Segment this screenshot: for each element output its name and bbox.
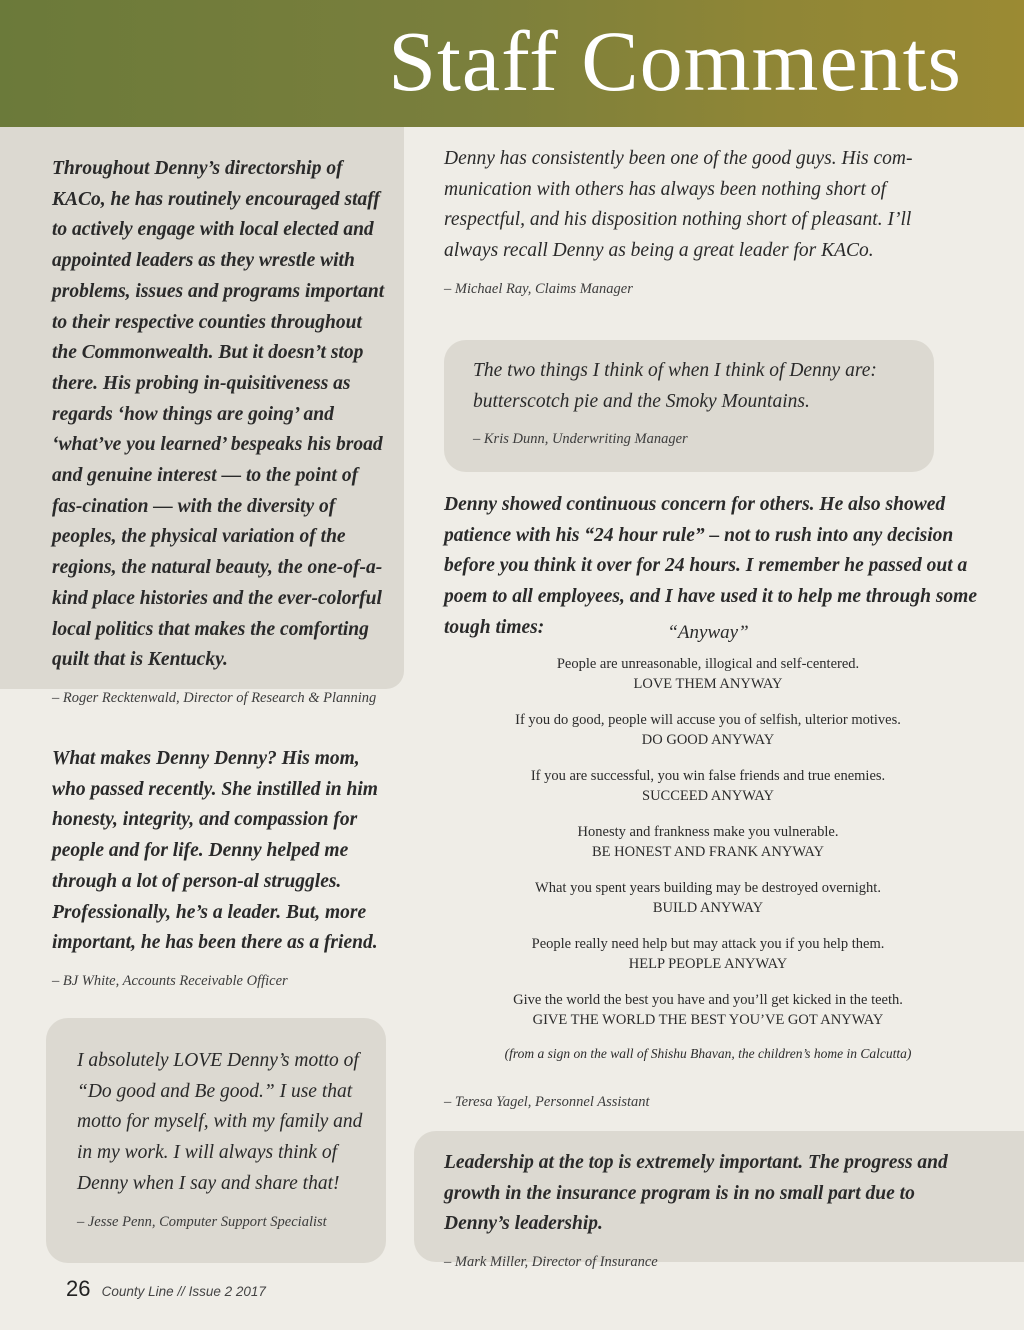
poem-line: If you do good, people will accuse you of selfish, ulterior motives.: [515, 712, 901, 728]
quote-block-penn: [77, 1046, 373, 1231]
poem-source: (from a sign on the wall of Shishu Bhavan, the children’s home in Calcutta): [504, 1046, 912, 1061]
poem-refrain: LOVE THEM ANYWAY: [633, 676, 783, 692]
poem-line: Give the world the best you have and you’ll get kicked in the teeth.: [513, 992, 903, 1008]
quote-block-white: [52, 744, 397, 990]
poem-line: Honesty and frankness make you vulnerable.: [577, 824, 839, 840]
quote-attribution: – Mark Miller, Director of Insurance: [444, 1254, 658, 1271]
quote-text: I absolutely LOVE Denny’s motto of “Do good and Be good.” I use that motto for myself, with my family and in my work. I will always think of Denny when I say and share that!: [77, 1050, 363, 1194]
quote-attribution: – Michael Ray, Claims Manager: [444, 280, 633, 297]
quote-text: The two things I think of when I think of Denny are: butterscotch pie and the Smoky Mountains.: [473, 360, 877, 412]
poem-stanza: [440, 878, 976, 918]
quote-attribution: – Kris Dunn, Underwriting Manager: [473, 431, 688, 448]
quote-text: Leadership at the top is extremely important. The progress and growth in the insurance program is in no small part due to Denny’s leadership.: [444, 1152, 948, 1235]
poem-refrain: BUILD ANYWAY: [652, 900, 764, 916]
poem-stanza: [440, 766, 976, 806]
page-header-banner: [0, 0, 1024, 127]
quote-attribution: – Jesse Penn, Computer Support Specialist: [77, 1213, 327, 1230]
poem-stanza: [440, 934, 976, 974]
quote-block-ray: [444, 144, 934, 298]
quote-block-dunn: [473, 356, 913, 448]
quote-attribution: – Teresa Yagel, Personnel Assistant: [444, 1094, 650, 1110]
poem-refrain: GIVE THE WORLD THE BEST YOU’VE GOT ANYWAY: [532, 1012, 884, 1028]
poem-title: “Anyway”: [667, 622, 749, 643]
quote-attribution-yagel: [444, 1094, 964, 1111]
quote-block-yagel: [444, 490, 980, 644]
poem-stanza: [440, 710, 976, 750]
quote-block-recktenwald: [52, 154, 388, 707]
quote-attribution: – BJ White, Accounts Receivable Officer: [52, 972, 288, 989]
poem-refrain: HELP PEOPLE ANYWAY: [628, 956, 788, 972]
page-footer: [66, 1276, 266, 1302]
quote-block-miller: [444, 1148, 984, 1271]
poem-anyway: [440, 622, 976, 1062]
page-number: 26: [66, 1276, 91, 1301]
poem-refrain: BE HONEST AND FRANK ANYWAY: [591, 844, 825, 860]
poem-line: What you spent years building may be destroyed overnight.: [535, 880, 881, 896]
poem-refrain: DO GOOD ANYWAY: [641, 732, 775, 748]
poem-line: People really need help but may attack you if you help them.: [531, 936, 885, 952]
poem-stanza: [440, 990, 976, 1030]
quote-attribution: – Roger Recktenwald, Director of Research & Planning: [52, 689, 377, 706]
publication-info: County Line // Issue 2 2017: [101, 1284, 266, 1299]
quote-text: Denny showed continuous concern for others. He also showed patience with his “24 hour rule” – not to rush into any decision before you think it over for 24 hours. I remember he passed out a poem to all employees, and I have used it to help me through some tough times:: [444, 494, 977, 638]
poem-line: People are unreasonable, illogical and self-centered.: [556, 656, 860, 672]
quote-text: Throughout Denny’s directorship of KACo, he has routinely encouraged staff to actively engage with local elected and appointed leaders as they wrestle with problems, issues and programs important to their respective counties throughout the Commonwealth. But it doesn’t stop there. His probing in-quisitiveness as regards ‘how things are going’ and ‘what’ve you learned’ bespeaks his broad and genuine interest — to the point of fas-cination — with the diversity of peoples, the physical variation of the regions, the natural beauty, the one-of-a-kind place histories and the ever-colorful local politics that makes the comforting quilt that is Kentucky.: [52, 158, 385, 671]
poem-stanza: [440, 654, 976, 694]
quote-text: Denny has consistently been one of the good guys. His com-munication with others has always been nothing short of respectful, and his disposition nothing short of pleasant. I’ll always recall Denny as being a great leader for KACo.: [444, 148, 913, 262]
poem-refrain: SUCCEED ANYWAY: [642, 788, 774, 804]
poem-stanza: [440, 822, 976, 862]
quote-text: What makes Denny Denny? His mom, who passed recently. She instilled in him honesty, integrity, and compassion for people and for life. Denny helped me through a lot of person-al struggles. Professionally, he’s a leader. But, more important, he has been there as a friend.: [52, 748, 378, 954]
poem-line: If you are successful, you win false friends and true enemies.: [530, 768, 886, 784]
page-title: Staff Comments: [388, 13, 962, 109]
